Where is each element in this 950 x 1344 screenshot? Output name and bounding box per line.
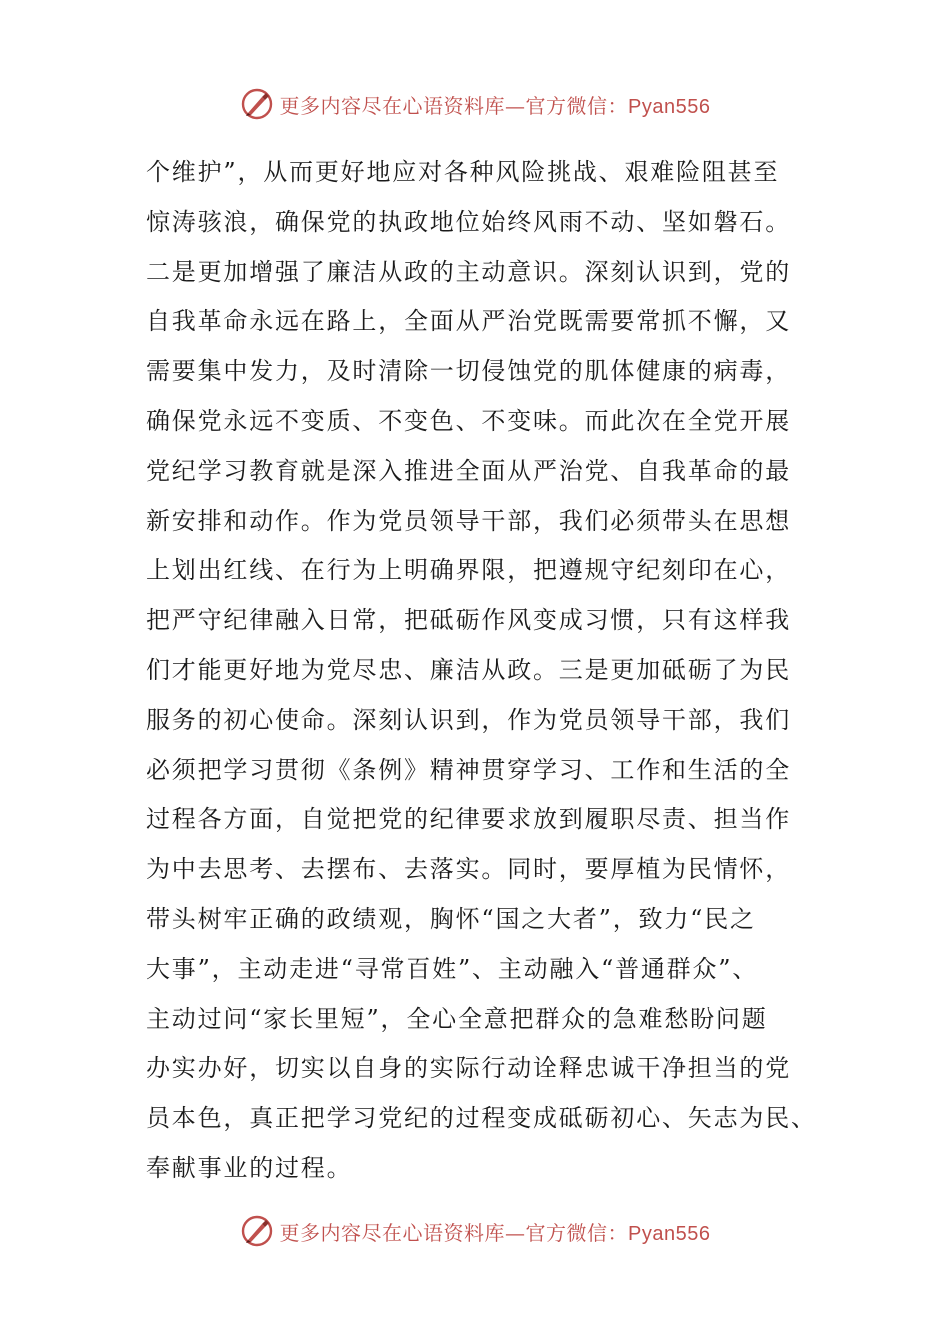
footer-banner [0, 1211, 950, 1251]
body-line: 大事”，主动走进“寻常百姓”、主动融入“普通群众”、 [146, 954, 759, 983]
footer-banner-text [280, 1217, 711, 1246]
footer-banner-wechat-id: Pyan556 [628, 1222, 711, 1245]
body-line: 二是更加增强了廉洁从政的主动意识。深刻认识到，党的 [146, 257, 791, 286]
body-line: 为中去思考、去摆布、去落实。同时，要厚植为民情怀， [146, 855, 791, 884]
body-line: 们才能更好地为党尽忠、廉洁从政。三是更加砥砺了为民 [146, 655, 791, 684]
body-line: 服务的初心使命。深刻认识到，作为党员领导干部，我们 [146, 705, 791, 734]
footer-banner-dash: — [505, 1220, 526, 1245]
footer-banner-wechat-label: 官方微信： [525, 1220, 629, 1245]
header-banner-dash: — [505, 93, 526, 118]
header-banner-text [280, 90, 711, 119]
body-line: 个维护”，从而更好地应对各种风险挑战、艰难险阻甚至 [146, 158, 780, 186]
header-banner-title: 更多内容尽在心语资料库 [279, 93, 506, 118]
body-line: 员本色，真正把学习党纪的过程变成砥砺初心、矢志为民、 [146, 1104, 817, 1133]
pen-logo-icon [240, 87, 274, 121]
body-line: 惊涛骇浪，确保党的执政地位始终风雨不动、坚如磐石。 [146, 207, 791, 236]
body-line: 确保党永远不变质、不变色、不变味。而此次在全党开展 [146, 406, 791, 435]
body-line: 自我革命永远在路上，全面从严治党既需要常抓不懈，又 [146, 307, 791, 336]
body-line: 必须把学习贯彻《条例》精神贯穿学习、工作和生活的全 [146, 755, 791, 784]
body-line: 主动过问“家长里短”，全心全意把群众的急难愁盼问题 [146, 1004, 768, 1033]
body-line: 过程各方面，自觉把党的纪律要求放到履职尽责、担当作 [146, 805, 791, 834]
header-banner-wechat-label: 官方微信： [525, 93, 629, 118]
body-line: 办实办好，切实以自身的实际行动诠释忠诚干净担当的党 [146, 1054, 791, 1083]
pen-logo-icon [240, 1214, 274, 1248]
body-line: 带头树牢正确的政绩观，胸怀“国之大者”，致力“民之 [146, 904, 756, 933]
body-line: 党纪学习教育就是深入推进全面从严治党、自我革命的最 [146, 456, 791, 485]
footer-banner-title: 更多内容尽在心语资料库 [279, 1220, 506, 1245]
body-line: 需要集中发力，及时清除一切侵蚀党的肌体健康的病毒， [146, 357, 791, 386]
header-banner-wechat-id: Pyan556 [628, 95, 711, 118]
body-line: 把严守纪律融入日常，把砥砺作风变成习惯，只有这样我 [146, 606, 791, 635]
document-body [146, 148, 817, 1194]
body-line: 上划出红线、在行为上明确界限，把遵规守纪刻印在心， [146, 556, 791, 585]
header-banner [0, 84, 950, 124]
body-line: 新安排和动作。作为党员领导干部，我们必须带头在思想 [146, 506, 791, 535]
body-line: 奉献事业的过程。 [146, 1153, 353, 1182]
